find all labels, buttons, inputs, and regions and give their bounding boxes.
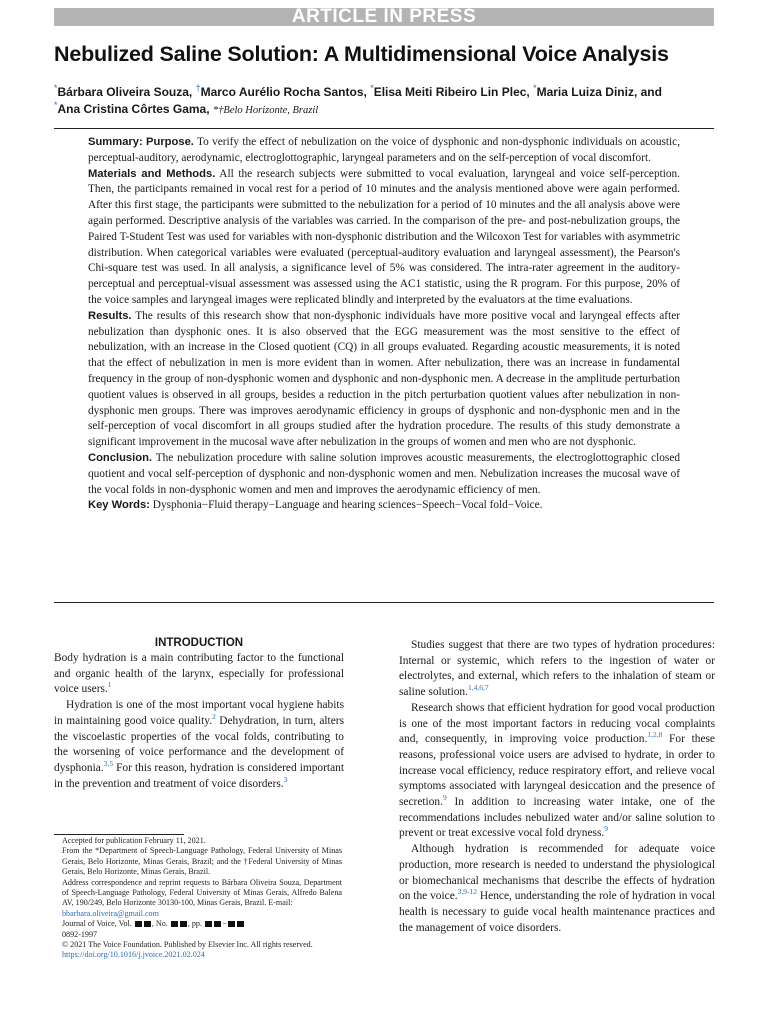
citation-link[interactable]: 3: [283, 774, 288, 784]
page-range-dash: −: [222, 919, 227, 929]
copyright: © 2021 The Voice Foundation. Published by Elsevier Inc. All rights reserved.: [62, 940, 313, 950]
top-divider: [54, 128, 714, 129]
conclusion-label: Conclusion.: [88, 451, 153, 464]
paragraph-text: Although hydration is recommended for adequate voice production, more research is needed to understand the physiological or biomechanical mechanisms that describe the effects of hydration on the voice.: [399, 843, 715, 903]
journal-name: Journal of Voice, Vol.: [62, 919, 132, 929]
footnote-divider: [54, 834, 184, 835]
affiliation-marker: †: [195, 83, 201, 93]
citation-link[interactable]: 9: [604, 824, 609, 834]
paragraph: [399, 638, 715, 701]
paragraph-text: Research shows that efficient hydration for good vocal production is one of the most important factors in reducing vocal complaints and, consequently, in improving voice production.: [399, 701, 715, 746]
redacted-block: [214, 921, 221, 927]
redacted-block: [237, 921, 244, 927]
affiliation-marker: *: [54, 100, 58, 110]
redacted-block: [171, 921, 178, 927]
correspondence-text: Address correspondence and reprint requests to Bárbara Oliveira Souza, Department of Speech-Language Pathology, Federal University of Minas Gerais, Alfredo Balena AV, 190/249, Belo Horizonte 30130-100, Minas Gerais, Brazil. E-mail:: [62, 877, 342, 908]
citation-link[interactable]: 1: [107, 680, 112, 690]
left-column: [54, 636, 344, 792]
redacted-block: [180, 921, 187, 927]
correspondence: [62, 878, 342, 920]
citation-link[interactable]: 3,5: [103, 759, 114, 769]
paragraph-text: For this reason, hydration is considered important in the prevention and treatment of voice disorders.: [54, 761, 344, 790]
issn: 0892-1997: [62, 929, 98, 939]
conclusion-text: The nebulization procedure with saline solution improves acoustic measurements, the electroglottographic closed quotient and vocal self-perception of dysphonic and non-dysphonic women and men. Nebulization increases the mucosal wave of the vocal folds in non-dysphonic women and men and improves the aerodynamic efficiency of men.: [88, 451, 680, 496]
author-name: Elisa Meiti Ribeiro Lin Plec,: [373, 85, 534, 99]
right-column: [399, 638, 715, 936]
abstract-purpose: [88, 135, 680, 167]
footnote: [62, 836, 342, 961]
paragraph-text: Body hydration is a main contributing factor to the functional and organic health of the larynx, especially for professional voice users.: [54, 652, 344, 696]
author-name: Maria Luiza Diniz, and: [536, 85, 662, 99]
journal-issue-label: , No.: [151, 919, 168, 929]
author-name: Ana Cristina Côrtes Gama,: [57, 102, 213, 116]
citation-link[interactable]: 9: [442, 793, 447, 803]
paragraph-text: Hence, understanding the role of hydration in vocal health is necessary to guide vocal health maintenance practices and the management of voice disorders.: [399, 890, 715, 934]
purpose-label: Purpose.: [146, 136, 194, 148]
purpose-text: To verify the effect of nebulization on the voice of dysphonic and non-dysphonic individuals on acoustic, perceptual-auditory, aerodynamic, electroglottographic, laryngeal parameters and on the self-perception of vocal discomfort.: [88, 136, 681, 164]
citation-link[interactable]: 1,2,8: [647, 730, 663, 740]
affiliation-marker: *: [54, 83, 58, 93]
journal-pages-label: , pp.: [187, 919, 202, 929]
abstract-divider: [54, 602, 714, 603]
redacted-block: [228, 921, 235, 927]
paragraph-text: Studies suggest that there are two types of hydration procedures: Internal or systemic, which refers to the ingestion of water or electrolytes, and external, which refers to the inhalation of steam or saline solution.: [399, 639, 715, 699]
paragraph-text: In addition to increasing water intake, one of the recommendations includes nebulized water and/or saline solution to prevent or treat excessive vocal fold dryness.: [399, 796, 715, 840]
paragraph: [54, 698, 344, 792]
abstract-methods: [88, 167, 680, 309]
redacted-block: [144, 921, 151, 927]
redacted-block: [135, 921, 142, 927]
results-text: The results of this research show that non-dysphonic individuals have more positive vocal and laryngeal effects after nebulization than dysphonic ones. It is also observed that the EGG measurement was the most sensitive to the effect of nebulization, with an increase in the Closed quotient (CQ) in all groups evaluated. Regarding acoustic measurements, it is noted that the effect of nebulization in men is more evident than in women. After nebulization, there was an increase in fundamental frequency in the group of non-dysphonic women and dysphonic and non-dysphonic men. A decrease in the amplitude perturbation quotient values is observed in all groups, besides a reduction in the pitch perturbation quotient values after nebulization in non-dysphonic men groups. There was improves aerodynamic efficiency in groups of dysphonic and non-dysphonic men and in the self-perception of vocal discomfort in all groups studied after the hydration procedure. The results of this study demonstrate a significant improvement in the mucosal wave after nebulization in the groups of women and men who are not dysphonic.: [88, 309, 680, 449]
journal-citation: [62, 919, 342, 929]
affiliation-footnote: From the *Department of Speech-Language Pathology, Federal University of Minas Gerais, Belo Horizonte, Minas Gerais, Brazil; and the †Federal University of Minas Gerais, Belo Horizonte, Minas Gerais, Brazil.: [62, 846, 342, 877]
paragraph-text: Dehydration, in turn, alters the viscoelastic properties of the vocal folds, contributing to the worsening of voice performance and the development of dysphonia.: [54, 714, 344, 774]
abstract-results: [88, 309, 680, 451]
results-label: Results.: [88, 309, 132, 322]
paragraph: [399, 701, 715, 842]
email-link[interactable]: bbarbara.oliveira@gmail.com: [62, 908, 159, 918]
author-list: [54, 84, 714, 119]
citation-link[interactable]: 3,9-12: [457, 887, 478, 897]
redacted-block: [205, 921, 212, 927]
citation-link[interactable]: 1,4,6,7: [467, 683, 489, 693]
affiliation-marker: *: [533, 83, 537, 93]
abstract-keywords: [88, 498, 680, 514]
author-name: Marco Aurélio Rocha Santos,: [200, 85, 371, 99]
paragraph: [399, 842, 715, 936]
summary-label: Summary:: [88, 136, 143, 148]
abstract-conclusion: [88, 451, 680, 498]
paragraph-text: For these reasons, professional voice users are advised to hydrate, in order to increase vocal efficiency, reduce respiratory effort, and relieve vocal symptoms associated with laryngeal desiccation and the presence of secretion.: [399, 733, 715, 809]
author-name: Bárbara Oliveira Souza,: [57, 85, 196, 99]
keywords-label: Key Words:: [88, 499, 150, 512]
keywords-text: Dysphonia−Fluid therapy−Language and hearing sciences−Speech−Vocal fold−Voice.: [152, 499, 543, 512]
abstract: [88, 135, 680, 514]
paragraph-text: Hydration is one of the most important vocal hygiene habits in maintaining good voice quality.: [54, 699, 344, 727]
doi-link[interactable]: https://doi.org/10.1016/j.jvoice.2021.02.024: [62, 950, 205, 960]
citation-link[interactable]: 2: [212, 712, 216, 722]
article-title: Nebulized Saline Solution: A Multidimensional Voice Analysis: [54, 42, 669, 66]
paragraph: [54, 651, 344, 698]
doi: [62, 950, 342, 960]
article-in-press-banner: ARTICLE IN PRESS: [54, 8, 714, 26]
methods-label: Materials and Methods.: [88, 167, 216, 180]
accepted-date: Accepted for publication February 11, 2021.: [62, 836, 206, 845]
methods-text: All the research subjects were submitted to vocal evaluation, laryngeal and voice self-perception. Then, the participants remained in vocal rest for a period of 10 minutes and the analysis mentioned above were again performed. After this first stage, the participants were submitted to the nebulization for a period of 10 minutes and the all analysis above were again performed. Descriptive analysis of the variables was carried. In the comparison of the pre- and post-nebulization groups, the Paired T-Student Test was used for variables with non-dysphonic distribution and the Wilcoxon Test for variables with asymmetric distribution. When categorical variables were evaluated (perceptual-auditory evaluation and laryngeal assessment), the Pearson's Chi-square test was used. In all analysis, a significance level of 5% was considered. The intra-rater agreement in the auditory-perceptual and perceptual-visual assessment was assessed using the AC1 statistic, using the R program. For this purpose, 20% of the voice samples and laryngeal images were replicated blindly and interpreted by the evaluators at the time evaluations.: [88, 167, 680, 306]
affiliation-marker: *: [370, 83, 374, 93]
author-affiliation: *†Belo Horizonte, Brazil: [212, 105, 319, 116]
section-heading: INTRODUCTION: [154, 637, 244, 649]
